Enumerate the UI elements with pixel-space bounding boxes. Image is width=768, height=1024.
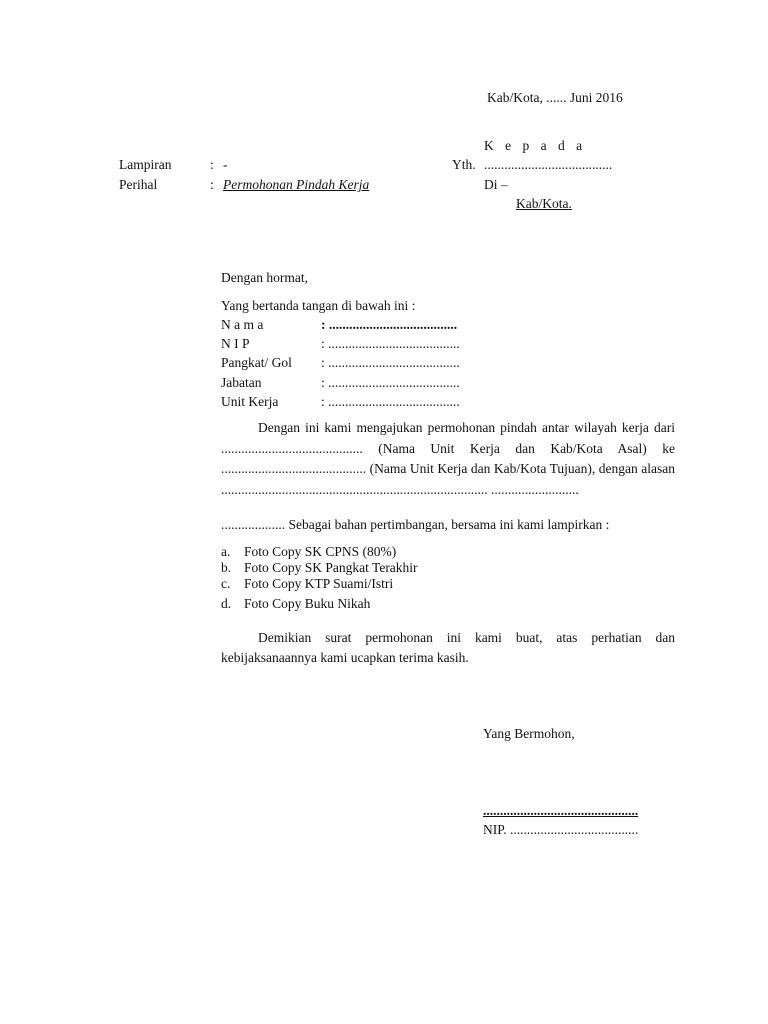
list-marker: a. [221, 544, 231, 559]
field-label-pangkat: Pangkat/ Gol [221, 355, 292, 370]
field-value-nama: : ...................................... [321, 317, 458, 332]
list-marker: b. [221, 560, 232, 575]
di-label: Di – [484, 177, 508, 192]
lampiran-value: - [223, 157, 228, 172]
list-text: Foto Copy Buku Nikah [244, 596, 371, 611]
field-label-nip: N I P [221, 336, 250, 351]
recipient-city: Kab/Kota. [516, 196, 572, 211]
list-item [221, 574, 393, 593]
list-text: Foto Copy SK Pangkat Terakhir [244, 560, 418, 575]
salutation: Dengan hormat, [221, 270, 308, 285]
signature-nip-line: NIP. ...................................... [483, 822, 639, 837]
perihal-label: Perihal [119, 177, 158, 192]
yth-value: ...................................... [484, 157, 613, 172]
field-value-jabatan: : ....................................... [321, 375, 460, 390]
lampiran-colon: : [210, 157, 214, 172]
field-value-unit-kerja: : ....................................... [321, 394, 460, 409]
perihal-value: Permohonan Pindah Kerja [223, 177, 370, 192]
list-marker: d. [221, 596, 232, 611]
intro-line: Yang bertanda tangan di bawah ini : [221, 298, 416, 313]
closing-paragraph: Demikian surat permohonan ini kami buat, atas perhatian dan kebijaksanaannya kami ucapkan terima kasih. [221, 630, 675, 665]
field-value-pangkat: : ....................................... [321, 355, 460, 370]
list-marker: c. [221, 576, 231, 591]
field-value-nip: : ....................................... [321, 336, 460, 351]
body-last-line: ................... Sebagai bahan pertimbangan, bersama ini kami lampirkan : [221, 517, 610, 532]
list-text: Foto Copy SK CPNS (80%) [244, 544, 397, 559]
field-label-unit-kerja: Unit Kerja [221, 394, 279, 409]
signature-name-line: .............................................. [483, 803, 639, 818]
list-text: Foto Copy KTP Suami/Istri [244, 576, 394, 591]
date-line: Kab/Kota, ...... Juni 2016 [487, 90, 623, 105]
signature-label: Yang Bermohon, [483, 726, 575, 741]
kepada-label: K e p a d a [484, 138, 587, 153]
lampiran-label: Lampiran [119, 157, 172, 172]
perihal-colon: : [210, 177, 214, 192]
yth-label: Yth. [452, 157, 476, 172]
list-item [221, 594, 370, 613]
field-label-nama: N a m a [221, 317, 264, 332]
field-label-jabatan: Jabatan [221, 375, 262, 390]
body-paragraph: Dengan ini kami mengajukan permohonan pindah antar wilayah kerja dari .......................................... (Nama Unit Kerja dan Kab/Kota Asal) ke ........................................... (Nama Unit Kerja dan Kab/Kota Tujuan), dengan alasan ............................................................................... .......................... [221, 420, 675, 497]
